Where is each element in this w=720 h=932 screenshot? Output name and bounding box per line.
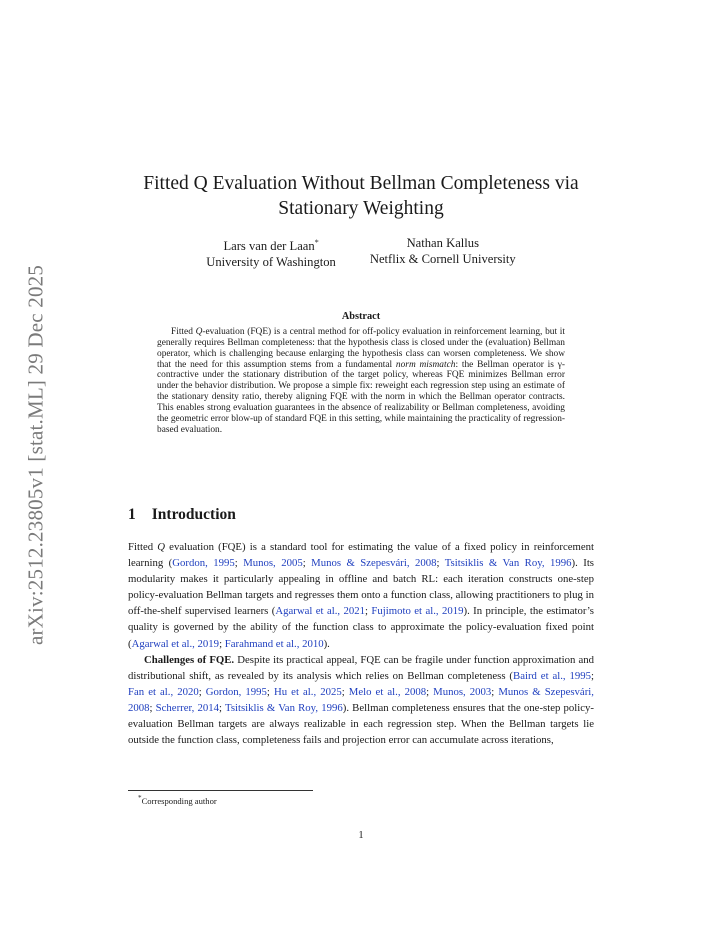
citation-link[interactable]: Gordon, 1995 bbox=[205, 685, 267, 698]
abstract-text bbox=[157, 327, 565, 435]
paragraph-1 bbox=[128, 539, 594, 652]
citation-link[interactable]: Fan et al., 2020 bbox=[128, 685, 199, 698]
citation-link[interactable]: Munos, 2005 bbox=[243, 557, 303, 570]
sep: ; bbox=[491, 685, 499, 698]
citation-link[interactable]: Agarwal et al., 2021 bbox=[275, 605, 366, 618]
author-1 bbox=[206, 235, 336, 270]
author-block bbox=[128, 235, 594, 270]
author-1-mark: * bbox=[314, 238, 319, 247]
abstract-emphasis: norm mismatch bbox=[395, 359, 456, 370]
abstract-part: -evaluation (FQE) is a central method for off-policy evaluation in reinforcement learning, but it generally requires Bellman completeness: that the hypothesis class is closed under the (evaluation) Bellman operator, which is challenging because enlarging the hypothesis class can worsen completeness. We show that the need for this assumption stems from a fundamental bbox=[157, 327, 565, 370]
citation-link[interactable]: Munos & Szepesvári, 2008 bbox=[311, 557, 437, 570]
text: ). Bellman completeness ensures that the one-step policy-evaluation Bellman targets are always realizable in each regression step. When the Bellman targets lie outside the function class, completeness fails and projection error can accumulate across iterations, bbox=[128, 701, 594, 747]
citation-link[interactable]: Baird et al., 1995 bbox=[513, 669, 591, 682]
body-text bbox=[128, 539, 594, 748]
citation-link[interactable]: Munos, 2003 bbox=[433, 685, 492, 698]
page-number: 1 bbox=[358, 830, 364, 841]
abstract-part: Fitted bbox=[171, 327, 196, 337]
section-heading bbox=[128, 506, 236, 524]
author-1-name: Lars van der Laan bbox=[223, 239, 315, 254]
citation-link[interactable]: Tsitsiklis & Van Roy, 1996 bbox=[225, 701, 343, 714]
citation-link[interactable]: Tsitsiklis & Van Roy, 1996 bbox=[444, 557, 572, 570]
paragraph-lead: Challenges of FQE. bbox=[144, 653, 235, 666]
citation-link[interactable]: Hu et al., 2025 bbox=[273, 685, 342, 698]
citation-link[interactable]: Scherrer, 2014 bbox=[155, 701, 220, 714]
sep: ; bbox=[436, 557, 445, 570]
paragraph-2 bbox=[128, 652, 594, 749]
abstract-part: : the Bellman operator is γ-contractive under the stationary distribution of the target policy, whereas FQE minimizes Bellman error under the behavior distribution. We propose a simple fix: reweight each regression step using an estimate of the stationary density ratio, thereby aligning FQE with the norm in which the Bellman operator contracts. This enables strong evaluation guarantees in the absence of realizability or Bellman completeness, avoiding the geometric error blow-up of standard FQE in this setting, while maintaining the practicality of regression-based evaluation. bbox=[157, 359, 565, 435]
citation-link[interactable]: Munos & Szepesvári, 2008 bbox=[128, 685, 594, 714]
text-q: Q bbox=[157, 541, 166, 553]
sep: ; bbox=[234, 557, 244, 570]
citation-link[interactable]: Gordon, 1995 bbox=[172, 557, 235, 570]
sep: ; bbox=[365, 605, 372, 618]
sep: ; bbox=[219, 701, 226, 714]
sep: ; bbox=[219, 637, 225, 650]
author-1-affiliation: University of Washington bbox=[206, 255, 336, 270]
text: ). In principle, the estimator’s quality is governed by the ability of the function class to approximate the policy-evaluation fixed point ( bbox=[128, 605, 594, 650]
text: Fitted bbox=[128, 541, 158, 553]
sep: ; bbox=[341, 685, 349, 698]
author-2-name: Nathan Kallus bbox=[406, 236, 479, 250]
citation-link[interactable]: Agarwal et al., 2019 bbox=[131, 637, 220, 650]
citation-link[interactable]: Fujimoto et al., 2019 bbox=[371, 605, 464, 618]
abstract-q: Q bbox=[195, 327, 203, 337]
arxiv-stamp bbox=[22, 255, 50, 655]
footnote-rule bbox=[128, 790, 313, 791]
text: ). bbox=[323, 637, 330, 650]
author-2-affiliation: Netflix & Cornell University bbox=[369, 252, 516, 266]
text: Despite its practical appeal, FQE can be fragile under function approximation and distributional shift, as revealed by its analysis which relies on Bellman completeness ( bbox=[128, 653, 594, 682]
sep: ; bbox=[198, 685, 206, 698]
footnote bbox=[138, 794, 217, 806]
sep: ; bbox=[266, 685, 274, 698]
citation-link[interactable]: Farahmand et al., 2010 bbox=[224, 637, 324, 650]
arxiv-stamp-text: arXiv:2512.23805v1 [stat.ML] 29 Dec 2025 bbox=[23, 264, 48, 646]
footnote-mark: * bbox=[138, 794, 142, 802]
footnote-text: Corresponding author bbox=[141, 795, 217, 806]
sep: ; bbox=[591, 669, 594, 682]
sep: ; bbox=[149, 701, 156, 714]
section-number: 1 bbox=[128, 506, 136, 523]
paper-title: Fitted Q Evaluation Without Bellman Completeness via Stationary Weighting bbox=[143, 173, 579, 219]
text: ). Its modularity makes it particularly appealing in offline and batch RL: each iteration constructs one-step policy-evaluation Bellman targets and regresses them onto a function class, allowing practitioners to plug in off-the-shelf supervised learners ( bbox=[128, 557, 594, 618]
citation-link[interactable]: Melo et al., 2008 bbox=[348, 685, 427, 698]
sep: ; bbox=[302, 557, 312, 570]
abstract-heading: Abstract bbox=[341, 311, 381, 322]
author-2 bbox=[370, 235, 516, 270]
text: evaluation (FQE) is a standard tool for estimating the value of a fixed policy in reinforcement learning ( bbox=[128, 541, 594, 570]
section-title: Introduction bbox=[151, 506, 236, 523]
sep: ; bbox=[426, 685, 434, 698]
